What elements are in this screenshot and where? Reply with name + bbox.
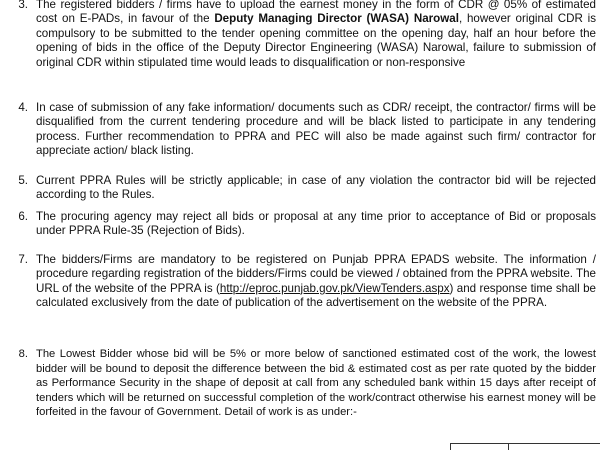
- table-column-border: [450, 444, 451, 450]
- clause-number: 5.: [18, 174, 28, 187]
- clause-number: 3.: [18, 0, 28, 11]
- clause-text: [36, 0, 596, 70]
- clause-number: 4.: [18, 101, 28, 114]
- clause-number: 6.: [18, 210, 28, 223]
- authority-name: Deputy Managing Director (WASA) Narowal: [214, 12, 459, 26]
- clause-text: [36, 253, 596, 311]
- clause-6: [6, 210, 596, 239]
- clause-text: Current PPRA Rules will be strictly applicable; in case of any violation the contractor bid will be rejected according to the Rules.: [36, 174, 596, 202]
- clause-text-part: , however original CDR is compulsory to be submitted to the tender opening committee on the opening day, half an hour before the opening of bids in the office of the Deputy Director Engineering (WASA) Narowal, failure to submission of original CDR within stipulated time would leads to disqualification or non-responsive: [36, 12, 597, 69]
- clause-text: In case of submission of any fake information/ documents such as CDR/ receipt, the contractor/ firms will be disqualified from the current tendering procedure and will be black listed to participate in any tendering process. Further recommendation to PPRA and PEC will also be made against such firm/ contractor for appreciate action/ black listing.: [36, 101, 596, 158]
- work-detail-table-top: [450, 443, 600, 450]
- clause-number: 8.: [18, 348, 28, 360]
- clause-3: [6, 0, 596, 70]
- clause-8: [6, 347, 596, 420]
- clause-text-part: The bidders/Firms are mandatory to be registered on Punjab PPRA EPADS website. The information / procedure regarding registration of the bidders/Firms could be viewed / obtained from the PPRA website. The URL of the website of the PPRA is (: [36, 253, 596, 295]
- clause-number: 7.: [18, 253, 28, 266]
- clause-text: The procuring agency may reject all bids or proposal at any time prior to acceptance of Bid or proposals under PPRA Rule-35 (Rejection of Bids).: [36, 210, 596, 238]
- clause-7: [6, 253, 596, 311]
- table-column-border: [508, 444, 509, 450]
- clause-text-part: ) and response time shall be calculated exclusively from the date of publication of the advertisement on the website of the PPRA.: [36, 281, 596, 310]
- clause-text-part: The registered bidders / firms have to upload the earnest money in the form of CDR @ 05% of estimated cost on E-PADs, in favour of the: [36, 0, 596, 26]
- clause-text: The Lowest Bidder whose bid will be 5% or more below of sanctioned estimated cost of the work, the lowest bidder will be bound to deposit the difference between the bid & estimated cost as per rate quoted by the bidder as Performance Security in the shape of deposit at call from any scheduled bank within 15 days after receipt of tenders which will be returned on successful completion of the work/contract otherwise his earnest money will be forfeited in the favour of Government. Detail of work is as under:-: [36, 348, 596, 419]
- clause-4: [6, 101, 596, 159]
- clause-5: [6, 174, 596, 203]
- ppra-url-link[interactable]: http://eproc.punjab.gov.pk/ViewTenders.aspx: [219, 281, 450, 295]
